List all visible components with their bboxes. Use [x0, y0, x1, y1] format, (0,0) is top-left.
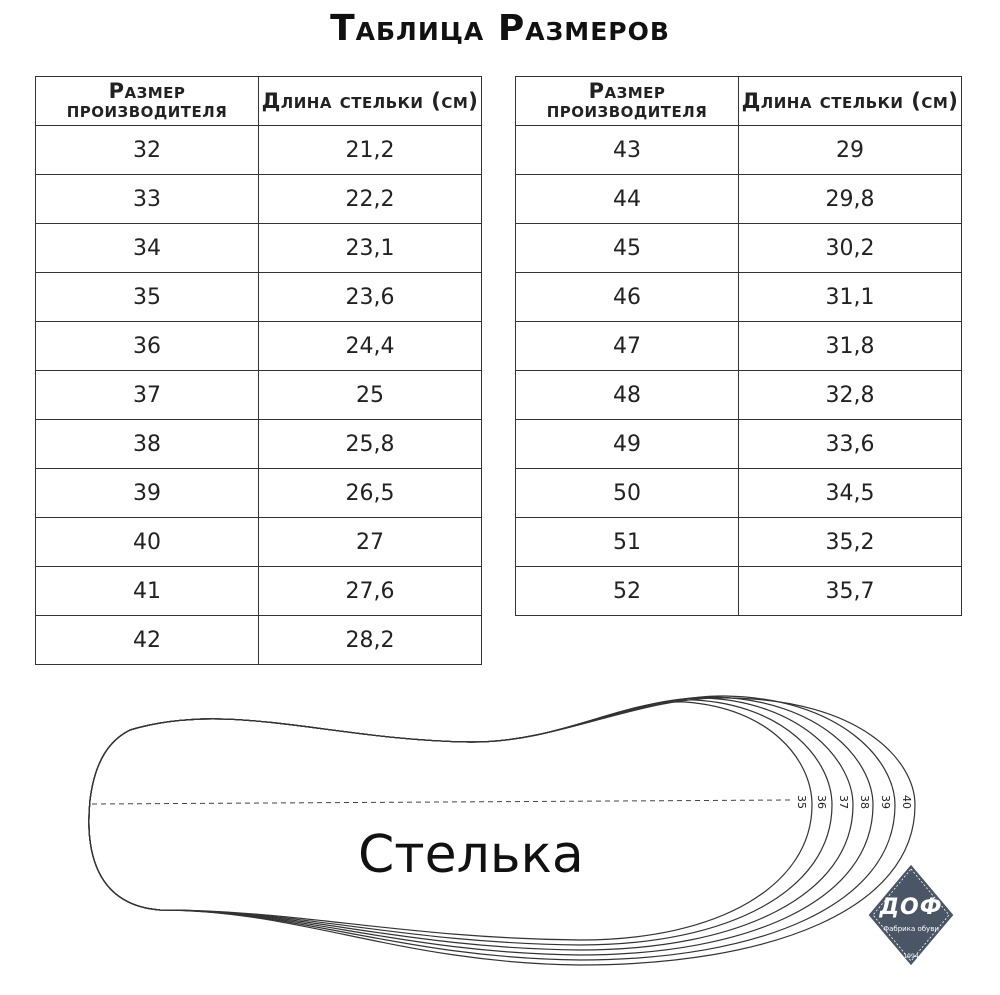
- table-row: [516, 175, 962, 224]
- size-cell: 47: [516, 322, 739, 371]
- length-cell: 21,2: [259, 126, 482, 175]
- length-cell: 29: [739, 126, 962, 175]
- header-length: Длина стельки (см): [739, 77, 962, 126]
- length-dashed-line: [92, 800, 790, 804]
- left-rows: [36, 126, 482, 665]
- length-cell: 30,2: [739, 224, 962, 273]
- table-row: [36, 420, 482, 469]
- outline-label-37: 37: [837, 795, 850, 809]
- size-table-right: [515, 76, 962, 616]
- length-cell: 29,8: [739, 175, 962, 224]
- length-cell: 25,8: [259, 420, 482, 469]
- size-cell: 34: [36, 224, 259, 273]
- outline-label-39: 39: [879, 795, 892, 809]
- table-row: [36, 518, 482, 567]
- length-cell: 31,1: [739, 273, 962, 322]
- page-title: Таблица Размеров: [330, 8, 670, 49]
- table-row: [36, 322, 482, 371]
- table-row: [516, 420, 962, 469]
- size-cell: 36: [36, 322, 259, 371]
- size-cell: 35: [36, 273, 259, 322]
- header-size: Размер производителя: [36, 77, 259, 126]
- length-cell: 28,2: [259, 616, 482, 665]
- size-cell: 37: [36, 371, 259, 420]
- size-cell: 43: [516, 126, 739, 175]
- length-cell: 22,2: [259, 175, 482, 224]
- table-header-row: [36, 77, 482, 126]
- table-row: [516, 273, 962, 322]
- size-cell: 50: [516, 469, 739, 518]
- table-row: [516, 322, 962, 371]
- size-cell: 32: [36, 126, 259, 175]
- size-cell: 38: [36, 420, 259, 469]
- logo-brand: ДОФ: [879, 895, 943, 920]
- size-cell: 42: [36, 616, 259, 665]
- outline-label-35: 35: [795, 795, 808, 809]
- length-cell: 25: [259, 371, 482, 420]
- size-cell: 52: [516, 567, 739, 616]
- length-cell: 34,5: [739, 469, 962, 518]
- header-length: Длина стельки (см): [259, 77, 482, 126]
- table-row: [36, 567, 482, 616]
- size-cell: 41: [36, 567, 259, 616]
- table-row: [516, 126, 962, 175]
- length-cell: 35,2: [739, 518, 962, 567]
- right-rows: [516, 126, 962, 616]
- size-cell: 44: [516, 175, 739, 224]
- outline-label-40: 40: [900, 795, 913, 809]
- size-cell: 49: [516, 420, 739, 469]
- logo-subtitle: Фабрика обуви: [883, 925, 939, 933]
- table-row: [36, 371, 482, 420]
- table-row: [36, 616, 482, 665]
- length-cell: 23,1: [259, 224, 482, 273]
- table-row: [36, 469, 482, 518]
- table-row: [516, 567, 962, 616]
- table-row: [516, 224, 962, 273]
- size-cell: 33: [36, 175, 259, 224]
- size-cell: 40: [36, 518, 259, 567]
- table-row: [36, 175, 482, 224]
- logo-year: 1994: [903, 953, 919, 960]
- table-row: [36, 224, 482, 273]
- length-cell: 26,5: [259, 469, 482, 518]
- outline-label-36: 36: [815, 795, 828, 809]
- length-cell: 33,6: [739, 420, 962, 469]
- table-row: [36, 273, 482, 322]
- size-cell: 48: [516, 371, 739, 420]
- header-size: Размер производителя: [516, 77, 739, 126]
- length-cell: 32,8: [739, 371, 962, 420]
- table-row: [36, 126, 482, 175]
- length-cell: 24,4: [259, 322, 482, 371]
- table-row: [516, 518, 962, 567]
- size-table-left: [35, 76, 482, 665]
- outline-label-38: 38: [858, 795, 871, 809]
- length-cell: 27: [259, 518, 482, 567]
- size-cell: 39: [36, 469, 259, 518]
- insole-label: Стелька: [358, 825, 584, 885]
- size-cell: 51: [516, 518, 739, 567]
- table-row: [516, 371, 962, 420]
- table-header-row: [516, 77, 962, 126]
- size-cell: 46: [516, 273, 739, 322]
- size-cell: 45: [516, 224, 739, 273]
- length-cell: 27,6: [259, 567, 482, 616]
- length-cell: 31,8: [739, 322, 962, 371]
- length-cell: 35,7: [739, 567, 962, 616]
- table-row: [516, 469, 962, 518]
- length-cell: 23,6: [259, 273, 482, 322]
